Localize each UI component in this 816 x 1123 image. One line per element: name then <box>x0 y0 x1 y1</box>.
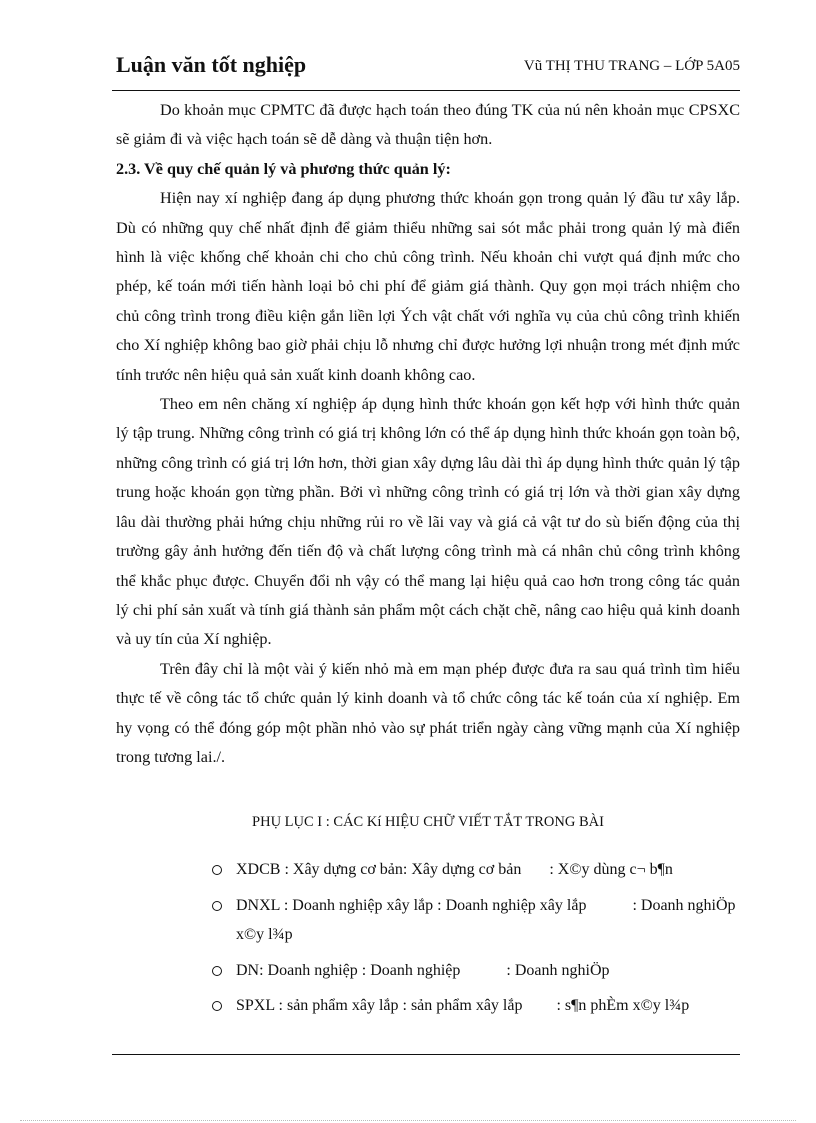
list-item <box>210 956 742 986</box>
legacy-encoded-text: : s¶n phÈm x©y l¾p <box>556 997 690 1014</box>
legacy-encoded-text: : Doanh nghiÖp <box>506 961 610 979</box>
author-line: Vũ THỊ THU TRANG – LỚP 5A05 <box>523 58 740 74</box>
list-item <box>210 991 742 1021</box>
abbreviation-list <box>210 855 742 1027</box>
document-title: Luận văn tốt nghiệp <box>116 52 307 77</box>
abbreviation-text: SPXL : sản phẩm xây lắp : sản phẩm xây lắp <box>236 997 523 1014</box>
legacy-encoded-text: : X©y dùng c¬ b¶n <box>549 861 673 878</box>
circle-bullet-icon <box>212 865 222 875</box>
legacy-encoded-text: : Doanh nghiÖp x©y l¾p <box>236 896 736 943</box>
paragraph: Trên đây chỉ là một vài ý kiến nhỏ mà em mạn phép được đưa ra sau quá trình tìm hiểu thực tế về công tác tổ chức quản lý kinh doanh và tổ chức công tác kế toán của xí nghiệp. Em hy vọng có thể đóng góp một phần nhỏ vào sự phát triển ngày càng vững mạnh của Xí nghiệp trong tương lai./. <box>116 659 740 766</box>
abbreviation-text: XDCB : Xây dựng cơ bản: Xây dựng cơ bản <box>236 861 522 878</box>
page-edge-divider <box>20 1120 796 1121</box>
abbreviation-text: DNXL : Doanh nghiệp xây lắp : Doanh nghiệp xây lắp <box>236 896 587 914</box>
list-item <box>210 855 742 885</box>
footer-divider <box>112 1054 740 1055</box>
header-divider <box>112 90 740 91</box>
paragraph: Hiện nay xí nghiệp đang áp dụng phương thức khoán gọn trong quản lý đầu tư xây lắp. Dù có những quy chế nhất định để giảm thiểu những sai sót mắc phải trong quản lý mà điển hình là việc khống chế khoản chi cho chủ công trình. Nếu khoản chi vượt quá định mức cho phép, kế toán mới tiến hành loại bỏ chi phí để giảm giá thành. Quy gọn mọi trách nhiệm cho chủ công trình trong điều kiện gắn liền lợi Ých vật chất với nghĩa vụ của chủ công trình khiến cho Xí nghiệp không bao giờ phải chịu lỗ nhưng chỉ được hưởng lợi nhuận trong mét định mức tính trước nên hiệu quả sản xuất kinh doanh không cao. <box>116 189 740 384</box>
circle-bullet-icon <box>212 966 222 976</box>
abbreviation-text: DN: Doanh nghiệp : Doanh nghiệp <box>236 961 461 979</box>
appendix-title: PHỤ LỤC I : CÁC Kí HIỆU CHỮ VIẾT TẮT TRONG BÀI <box>252 814 604 830</box>
paragraph: Theo em nên chăng xí nghiệp áp dụng hình thức khoán gọn kết hợp với hình thức quản lý tập trung. Những công trình có giá trị không lớn có thể áp dụng hình thức khoán gọn toàn bộ, những công trình có giá trị lớn hơn, thời gian xây dựng lâu dài thì áp dụng hình thức quản lý tập trung hoặc khoán gọn từng phần. Bởi vì những công trình có giá trị lớn và thời gian xây dựng lâu dài thường phải hứng chịu những rủi ro về lãi vay và giá cả vật tư do sù biến động của thị trường gây ảnh hưởng đến tiến độ và chất lượng công trình mà cá nhân chủ công trình không thể khắc phục được. Chuyển đổi nh vậy có thể mang lại hiệu quả cao hơn trong công tác quản lý chi phí sản xuất và tính giá thành sản phẩm một cách chặt chẽ, nâng cao hiệu quả kinh doanh và uy tín của Xí nghiệp. <box>116 395 740 649</box>
section-heading: 2.3. Về quy chế quản lý và phương thức quản lý: <box>116 159 451 178</box>
paragraph: Do khoản mục CPMTC đã được hạch toán theo đúng TK của nú nên khoản mục CPSXC sẽ giảm đi và việc hạch toán sẽ dễ dàng và thuận tiện hơn. <box>116 101 740 149</box>
main-content <box>116 96 740 772</box>
list-item <box>210 891 742 950</box>
page-header <box>116 50 740 84</box>
circle-bullet-icon <box>212 1001 222 1011</box>
circle-bullet-icon <box>212 901 222 911</box>
